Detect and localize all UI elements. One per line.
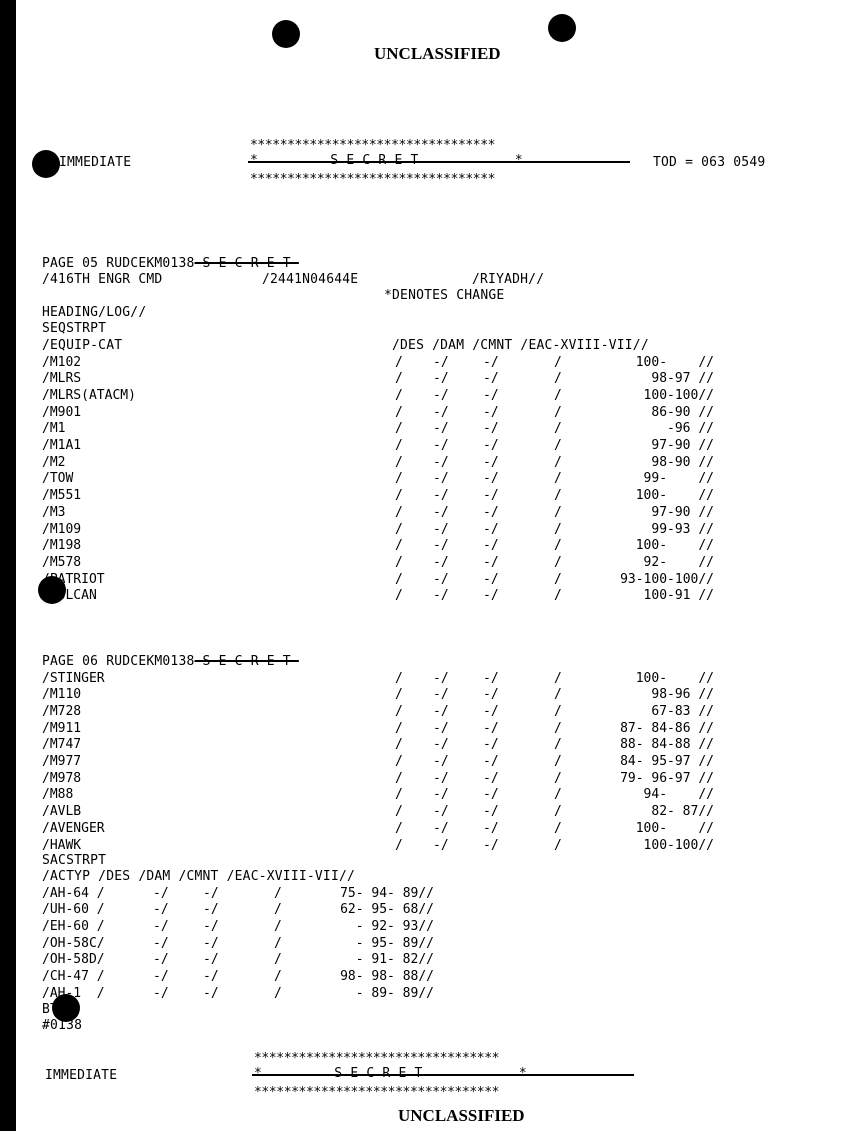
cmnt-cell: -/ — [203, 885, 219, 901]
table-row — [0, 687, 850, 704]
eac-sep: / — [554, 404, 562, 420]
eac-value: 99- // — [643, 471, 714, 487]
cmnt-cell: -/ — [203, 902, 219, 918]
dam-cell: -/ — [433, 504, 449, 520]
eac-value: 100- // — [635, 820, 714, 836]
table-row — [0, 821, 850, 838]
cmnt-cell: -/ — [203, 935, 219, 951]
des-cell: / — [395, 438, 403, 453]
cmnt-cell: -/ — [483, 804, 499, 820]
eac-value: 79- 96-97 // — [620, 770, 714, 786]
dam-cell: -/ — [153, 902, 169, 918]
eac-sep: / — [554, 670, 562, 686]
eac-sep: / — [554, 454, 562, 470]
eac-sep: / — [554, 820, 562, 836]
table-row — [0, 969, 850, 986]
eac-sep: / — [554, 421, 562, 437]
cmnt-cell: -/ — [483, 454, 499, 470]
table-row — [0, 886, 850, 903]
aircraft-type: /AH-64 / — [42, 885, 105, 901]
dam-cell: -/ — [153, 969, 169, 984]
cmnt-cell: -/ — [483, 703, 499, 719]
eac-value: - 92- 93// — [355, 918, 434, 934]
eac-sep: / — [274, 952, 282, 968]
eac-sep: / — [554, 354, 562, 370]
column-category: /EQUIP-CAT — [42, 338, 123, 353]
aircraft-type: /OH-58C/ — [42, 935, 105, 951]
eac-value: 94- // — [643, 787, 714, 803]
des-cell: / — [395, 454, 403, 470]
cmnt-cell: -/ — [203, 952, 219, 968]
dam-cell: -/ — [433, 703, 449, 719]
eac-sep: / — [554, 770, 562, 786]
eac-value: 62- 95- 68// — [340, 902, 434, 918]
des-cell: / — [395, 538, 403, 554]
item-name: /M88 — [42, 787, 74, 803]
dam-cell: -/ — [433, 787, 449, 803]
item-name: /M109 — [42, 521, 82, 537]
aircraft-type: /OH-58D/ — [42, 952, 105, 968]
aircraft-type: /CH-47 / — [42, 969, 105, 984]
precedence-bottom: IMMEDIATE — [45, 1068, 118, 1083]
page-line: PAGE 06 RUDCEKM0138 S E C R E T — [42, 654, 299, 669]
dam-cell: -/ — [433, 754, 449, 769]
dam-cell: -/ — [433, 438, 449, 453]
item-name: /M1 — [42, 421, 66, 437]
strike-line — [252, 1074, 634, 1076]
des-cell: / — [395, 471, 403, 487]
star-line: ********************************* — [254, 1051, 500, 1066]
star-line: ********************************* — [250, 172, 496, 187]
dam-cell: -/ — [433, 421, 449, 437]
dam-cell: -/ — [433, 737, 449, 753]
table-row — [0, 704, 850, 721]
item-name: /M551 — [42, 488, 82, 504]
cmnt-cell: -/ — [483, 770, 499, 786]
eac-sep: / — [274, 885, 282, 901]
item-name: /M3 — [42, 504, 66, 520]
table-row — [0, 555, 850, 572]
cmnt-cell: -/ — [483, 538, 499, 554]
eac-value: 100- // — [635, 538, 714, 554]
eac-value: 88- 84-88 // — [620, 737, 714, 753]
cmnt-cell: -/ — [483, 521, 499, 537]
des-cell: / — [395, 404, 403, 420]
item-name: /M1A1 — [42, 438, 82, 453]
item-name: /AVENGER — [42, 820, 105, 836]
table-row — [0, 405, 850, 422]
cmnt-cell: -/ — [203, 985, 219, 1001]
coordinates: /2441N04644E — [262, 272, 359, 287]
cmnt-cell: -/ — [483, 837, 499, 853]
table-row — [0, 671, 850, 688]
eac-sep: / — [554, 687, 562, 703]
des-cell: / — [395, 837, 403, 853]
eac-sep: / — [554, 438, 562, 453]
eac-sep: / — [274, 918, 282, 934]
des-cell: / — [395, 521, 403, 537]
cmnt-cell: -/ — [483, 488, 499, 504]
eac-value: - 91- 82// — [355, 952, 434, 968]
dam-cell: -/ — [433, 720, 449, 736]
dam-cell: -/ — [433, 588, 449, 604]
item-name: /M198 — [42, 538, 82, 554]
item-name: /VULCAN — [42, 588, 97, 604]
eac-sep: / — [274, 935, 282, 951]
eac-sep: / — [554, 521, 562, 537]
dam-cell: -/ — [433, 820, 449, 836]
eac-sep: / — [554, 787, 562, 803]
dam-cell: -/ — [433, 371, 449, 387]
eac-value: 100-91 // — [643, 588, 714, 604]
cmnt-cell: -/ — [483, 720, 499, 736]
des-cell: / — [395, 770, 403, 786]
eac-value: 99-93 // — [651, 521, 714, 537]
dam-cell: -/ — [433, 670, 449, 686]
table-row — [0, 505, 850, 522]
table-row — [0, 919, 850, 936]
table-row — [0, 355, 850, 372]
cmnt-cell: -/ — [483, 820, 499, 836]
item-name: /M911 — [42, 720, 82, 736]
cmnt-cell: -/ — [483, 387, 499, 403]
cmnt-cell: -/ — [483, 471, 499, 487]
table-row — [0, 902, 850, 919]
des-cell: / — [395, 804, 403, 820]
dam-cell: -/ — [153, 918, 169, 934]
strike-line — [248, 161, 630, 163]
table-row — [0, 471, 850, 488]
eac-sep: / — [554, 837, 562, 853]
table-row — [0, 371, 850, 388]
dam-cell: -/ — [433, 837, 449, 853]
cmnt-cell: -/ — [483, 687, 499, 703]
eac-value: 100- // — [635, 488, 714, 504]
item-name: /M110 — [42, 687, 82, 703]
cmnt-cell: -/ — [483, 754, 499, 769]
column-headers: /DES /DAM /CMNT /EAC-XVIII-VII// — [392, 338, 649, 353]
eac-value: - 89- 89// — [355, 985, 434, 1001]
eac-value: 100- // — [635, 354, 714, 370]
item-name: /M728 — [42, 703, 82, 719]
dam-cell: -/ — [153, 952, 169, 968]
cmnt-cell: -/ — [483, 554, 499, 570]
eac-value: 100-100// — [643, 387, 714, 403]
item-name: /TOW — [42, 471, 74, 487]
eac-sep: / — [554, 720, 562, 736]
change-note: *DENOTES CHANGE — [384, 288, 505, 303]
eac-sep: / — [554, 703, 562, 719]
section-title: SEQSTRPT — [42, 321, 107, 336]
eac-value: 87- 84-86 // — [620, 720, 714, 736]
eac-sep: / — [274, 902, 282, 918]
table-row — [0, 488, 850, 505]
eac-sep: / — [554, 538, 562, 554]
table-row — [0, 737, 850, 754]
section-title: SACSTRPT — [42, 853, 107, 868]
precedence-top: IMMEDIATE — [59, 155, 132, 170]
location: /RIYADH// — [472, 272, 545, 287]
cmnt-cell: -/ — [483, 787, 499, 803]
message-number: #0138 — [42, 1018, 83, 1033]
eac-value: 98- 98- 88// — [340, 969, 434, 984]
table-row — [0, 936, 850, 953]
end-marker: BT — [42, 1002, 59, 1017]
eac-value: - 95- 89// — [355, 935, 434, 951]
item-name: /AVLB — [42, 804, 82, 820]
dam-cell: -/ — [433, 804, 449, 820]
des-cell: / — [395, 571, 403, 587]
table-row — [0, 787, 850, 804]
cmnt-cell: -/ — [483, 371, 499, 387]
eac-value: 97-90 // — [651, 504, 714, 520]
time-of-day: TOD = 063 0549 — [653, 155, 766, 170]
table-row — [0, 838, 850, 855]
des-cell: / — [395, 670, 403, 686]
eac-sep: / — [554, 588, 562, 604]
des-cell: / — [395, 488, 403, 504]
cmnt-cell: -/ — [483, 670, 499, 686]
aircraft-type: /AH-1 / — [42, 985, 105, 1001]
dam-cell: -/ — [153, 985, 169, 1001]
cmnt-cell: -/ — [483, 421, 499, 437]
cmnt-cell: -/ — [203, 918, 219, 934]
dam-cell: -/ — [433, 404, 449, 420]
des-cell: / — [395, 687, 403, 703]
item-name: /MLRS — [42, 371, 82, 387]
eac-value: 98-96 // — [651, 687, 714, 703]
eac-value: 82- 87// — [651, 804, 714, 820]
table-row — [0, 721, 850, 738]
eac-value: 92- // — [643, 554, 714, 570]
heading-log: HEADING/LOG// — [42, 305, 147, 320]
des-cell: / — [395, 371, 403, 387]
cmnt-cell: -/ — [483, 588, 499, 604]
eac-sep: / — [554, 804, 562, 820]
cmnt-cell: -/ — [483, 737, 499, 753]
eac-sep: / — [554, 504, 562, 520]
dam-cell: -/ — [433, 454, 449, 470]
struck-secret: S E C R E T — [194, 256, 299, 271]
item-name: /M901 — [42, 404, 82, 420]
table-row — [0, 538, 850, 555]
des-cell: / — [395, 754, 403, 769]
aircraft-type: /UH-60 / — [42, 902, 105, 918]
punch-hole — [272, 20, 300, 48]
item-name: /PATRIOT — [42, 571, 105, 587]
eac-value: 100-100// — [643, 837, 714, 853]
table-row — [0, 771, 850, 788]
table-row — [0, 421, 850, 438]
table-row — [0, 455, 850, 472]
cmnt-cell: -/ — [483, 504, 499, 520]
item-name: /M978 — [42, 770, 82, 786]
des-cell: / — [395, 387, 403, 403]
item-name: /M578 — [42, 554, 82, 570]
table-row — [0, 986, 850, 1003]
eac-value: 86-90 // — [651, 404, 714, 420]
classification-footer: UNCLASSIFIED — [398, 1106, 525, 1125]
punch-hole — [548, 14, 576, 42]
item-name: /STINGER — [42, 670, 105, 686]
star-line: ********************************* — [254, 1085, 500, 1100]
cmnt-cell: -/ — [483, 438, 499, 453]
eac-value: 84- 95-97 // — [620, 754, 714, 769]
dam-cell: -/ — [433, 471, 449, 487]
eac-sep: / — [554, 571, 562, 587]
eac-sep: / — [554, 371, 562, 387]
item-name: /M977 — [42, 754, 82, 769]
eac-sep: / — [274, 985, 282, 1001]
unit: /416TH ENGR CMD — [42, 272, 163, 287]
des-cell: / — [395, 421, 403, 437]
item-name: /M102 — [42, 354, 82, 370]
classification-header: UNCLASSIFIED — [374, 44, 501, 63]
dam-cell: -/ — [433, 387, 449, 403]
eac-value: 100- // — [635, 670, 714, 686]
cmnt-cell: -/ — [483, 571, 499, 587]
dam-cell: -/ — [433, 571, 449, 587]
table-row — [0, 388, 850, 405]
des-cell: / — [395, 703, 403, 719]
eac-value: 97-90 // — [651, 438, 714, 453]
table-row — [0, 952, 850, 969]
table-row — [0, 804, 850, 821]
item-name: /MLRS(ATACM) — [42, 387, 136, 403]
cmnt-cell: -/ — [483, 354, 499, 370]
table-row — [0, 572, 850, 589]
eac-sep: / — [554, 387, 562, 403]
eac-value: 98-97 // — [651, 371, 714, 387]
des-cell: / — [395, 554, 403, 570]
dam-cell: -/ — [433, 687, 449, 703]
dam-cell: -/ — [433, 354, 449, 370]
item-name: /M747 — [42, 737, 82, 753]
eac-sep: / — [554, 754, 562, 769]
dam-cell: -/ — [433, 538, 449, 554]
star-line: ********************************* — [250, 138, 496, 153]
eac-value: 75- 94- 89// — [340, 885, 434, 901]
des-cell: / — [395, 787, 403, 803]
item-name: /HAWK — [42, 837, 82, 853]
table-row — [0, 438, 850, 455]
dam-cell: -/ — [153, 885, 169, 901]
eac-sep: / — [274, 969, 282, 984]
item-name: /M2 — [42, 454, 66, 470]
eac-sep: / — [554, 488, 562, 504]
dam-cell: -/ — [433, 521, 449, 537]
eac-sep: / — [554, 554, 562, 570]
des-cell: / — [395, 720, 403, 736]
eac-value: 93-100-100// — [620, 571, 714, 587]
table-row — [0, 588, 850, 605]
eac-value: 98-90 // — [651, 454, 714, 470]
des-cell: / — [395, 504, 403, 520]
table-row — [0, 754, 850, 771]
cmnt-cell: -/ — [203, 969, 219, 984]
cmnt-cell: -/ — [483, 404, 499, 420]
dam-cell: -/ — [433, 770, 449, 786]
eac-value: 67-83 // — [651, 703, 714, 719]
dam-cell: -/ — [433, 488, 449, 504]
des-cell: / — [395, 820, 403, 836]
des-cell: / — [395, 354, 403, 370]
table-row — [0, 522, 850, 539]
des-cell: / — [395, 588, 403, 604]
dam-cell: -/ — [153, 935, 169, 951]
des-cell: / — [395, 737, 403, 753]
aircraft-type: /EH-60 / — [42, 918, 105, 934]
punch-hole — [32, 150, 60, 178]
struck-secret: S E C R E T — [194, 654, 299, 669]
column-headers: /ACTYP /DES /DAM /CMNT /EAC-XVIII-VII// — [42, 869, 356, 884]
eac-value: -96 // — [667, 421, 714, 437]
eac-sep: / — [554, 471, 562, 487]
page-line: PAGE 05 RUDCEKM0138 S E C R E T — [42, 256, 299, 271]
dam-cell: -/ — [433, 554, 449, 570]
eac-sep: / — [554, 737, 562, 753]
